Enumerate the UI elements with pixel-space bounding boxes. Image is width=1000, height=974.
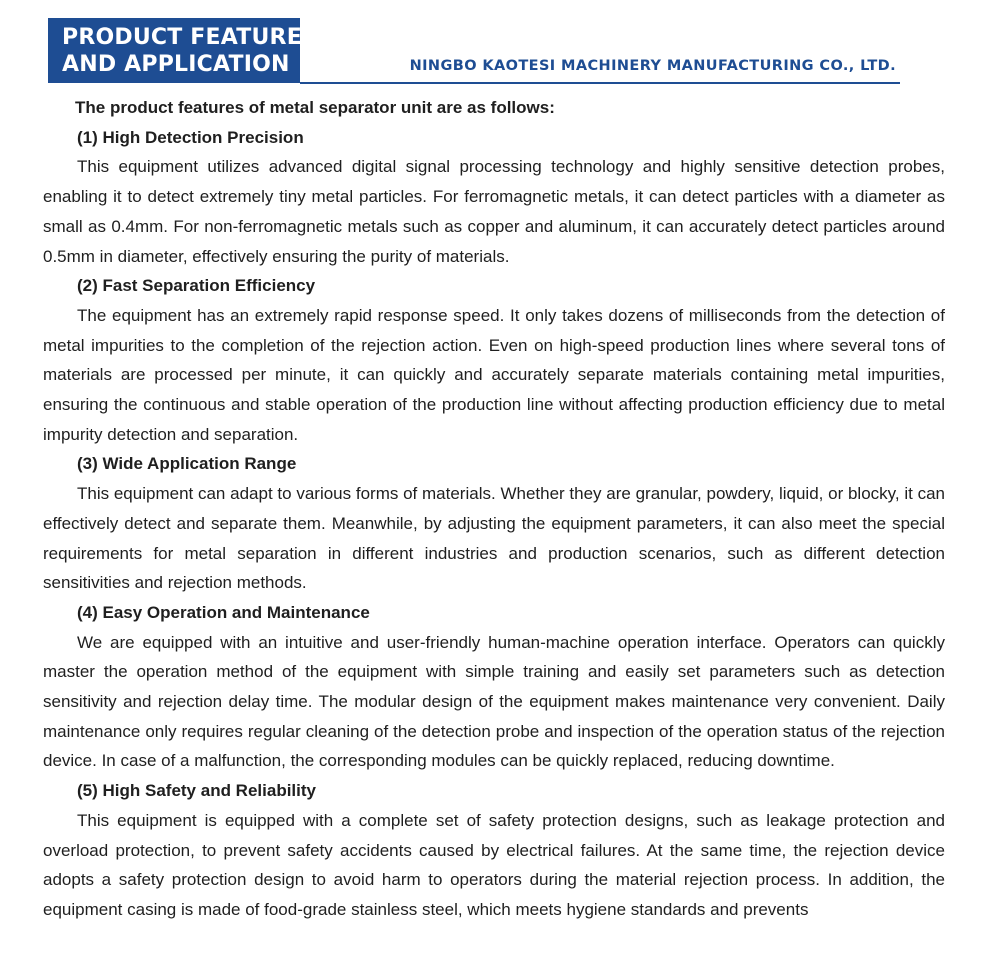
section-paragraph: This equipment can adapt to various forms of materials. Whether they are granular, powdery, liquid, or blocky, it can effectively detect and separate them. Meanwhile, by adjusting the equipment parameters, it can also meet the special requirements for metal separation in different industries and production scenarios, such as different detection sensitivities and rejection methods. — [43, 484, 945, 593]
section-paragraph: This equipment is equipped with a complete set of safety protection designs, such as leakage protection and overload protection, to prevent safety accidents caused by electrical failures. At the same time, the rejection device adopts a safety protection design to avoid harm to operators during the material rejection process. In addition, the equipment casing is made of food-grade stainless steel, which meets hygiene standards and prevents — [43, 810, 945, 919]
section-title: (3) Wide Application Range — [77, 454, 297, 474]
header-title-line-2: AND APPLICATION — [62, 52, 290, 77]
section-paragraph: This equipment utilizes advanced digital signal processing technology and highly sensitive detection probes, enabling it to detect extremely tiny metal particles. For ferromagnetic metals, it can detect particles with a diameter as small as 0.4mm. For non-ferromagnetic metals such as copper and aluminum, it can accurately detect particles around 0.5mm in diameter, effectively ensuring the purity of materials. — [43, 157, 945, 266]
company-name: NINGBO KAOTESI MACHINERY MANUFACTURING CO., LTD. — [409, 58, 896, 74]
section-title: (5) High Safety and Reliability — [77, 781, 316, 801]
header-divider — [300, 82, 900, 84]
intro-heading: The product features of metal separator unit are as follows: — [75, 98, 555, 117]
header-title-line-1: PRODUCT FEATURE — [62, 25, 302, 50]
section-paragraph: The equipment has an extremely rapid response speed. It only takes dozens of milliseconds from the detection of metal impurities to the completion of the rejection action. Even on high-speed production lines where several tons of materials are processed per minute, it can quickly and accurately separate materials containing metal impurities, ensuring the continuous and stable operation of the production line without affecting production efficiency due to metal impurity detection and separation. — [43, 305, 945, 444]
document-body — [43, 93, 945, 925]
section-paragraph: We are equipped with an intuitive and user-friendly human-machine operation interface. Operators can quickly master the operation method of the equipment with simple training and easily set parameters such as detection sensitivity and rejection delay time. The modular design of the equipment makes maintenance very convenient. Daily maintenance only requires regular cleaning of the detection probe and inspection of the operation status of the rejection device. In case of a malfunction, the corresponding modules can be quickly replaced, reducing downtime. — [43, 632, 945, 771]
section-title: (4) Easy Operation and Maintenance — [77, 602, 370, 622]
section-title: (1) High Detection Precision — [77, 127, 304, 147]
section-header-box — [48, 18, 300, 83]
section-title: (2) Fast Separation Efficiency — [77, 276, 316, 296]
